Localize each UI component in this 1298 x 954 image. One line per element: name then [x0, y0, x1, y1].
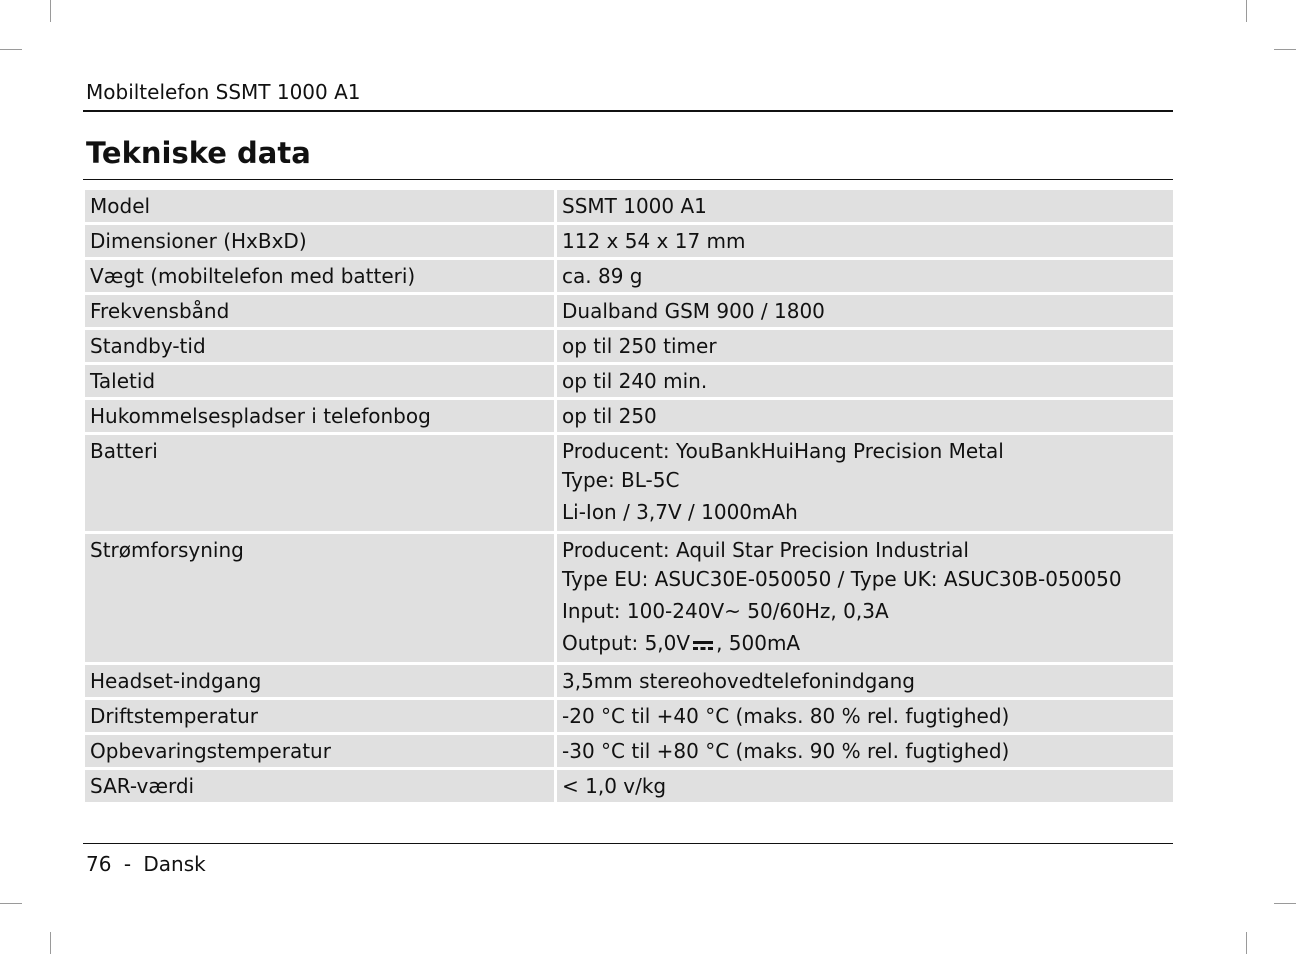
table-row: [85, 735, 1173, 767]
header-rule: [83, 110, 1173, 112]
spec-label: Model: [85, 190, 557, 222]
crop-mark: [1274, 49, 1296, 50]
table-row: [85, 665, 1173, 697]
spec-value-line: op til 250: [562, 404, 657, 428]
table-row: [85, 260, 1173, 292]
table-row: [85, 365, 1173, 397]
crop-mark: [1246, 932, 1247, 954]
dc-current-icon: [692, 639, 714, 651]
spec-value-line: 112 x 54 x 17 mm: [562, 229, 746, 253]
spec-value: [557, 400, 1173, 432]
spec-label: SAR-værdi: [85, 770, 557, 802]
crop-mark: [0, 49, 22, 50]
running-header: Mobiltelefon SSMT 1000 A1: [86, 80, 361, 104]
output-current: , 500mA: [716, 631, 801, 655]
footer-separator: -: [123, 852, 132, 876]
spec-value-line: SSMT 1000 A1: [562, 194, 707, 218]
spec-label: Strømforsyning: [85, 534, 557, 662]
spec-table: [85, 187, 1173, 805]
spec-label: Opbevaringstemperatur: [85, 735, 557, 767]
table-row: [85, 295, 1173, 327]
spec-value-line: Type EU: ASUC30E-050050 / Type UK: ASUC30B-050050: [562, 567, 1122, 591]
page-number: 76: [86, 852, 112, 876]
crop-mark: [50, 932, 51, 954]
spec-value-line: < 1,0 v/kg: [562, 774, 667, 798]
table-row: [85, 330, 1173, 362]
output-voltage: Output: 5,0V: [562, 631, 691, 655]
page-title: Tekniske data: [86, 136, 311, 170]
spec-value-line: op til 250 timer: [562, 334, 717, 358]
spec-value: [557, 435, 1173, 531]
spec-label: Vægt (mobiltelefon med batteri): [85, 260, 557, 292]
spec-label: Frekvensbånd: [85, 295, 557, 327]
spec-value: [557, 260, 1173, 292]
spec-value: [557, 770, 1173, 802]
table-row: [85, 225, 1173, 257]
spec-value: [557, 665, 1173, 697]
crop-mark: [50, 0, 51, 22]
spec-value: [557, 225, 1173, 257]
spec-value-line: Input: 100-240V~ 50/60Hz, 0,3A: [562, 599, 889, 623]
spec-label: Hukommelsespladser i telefonbog: [85, 400, 557, 432]
table-row: [85, 770, 1173, 802]
crop-mark: [1274, 903, 1296, 904]
spec-value-line: 3,5mm stereohovedtelefonindgang: [562, 669, 915, 693]
spec-value: [557, 365, 1173, 397]
spec-label: Headset-indgang: [85, 665, 557, 697]
table-row: [85, 400, 1173, 432]
spec-value-line: -30 °C til +80 °C (maks. 90 % rel. fugtighed): [562, 739, 1010, 763]
page-footer: [86, 852, 206, 876]
spec-value-line: Producent: Aquil Star Precision Industrial: [562, 538, 969, 562]
spec-value: [557, 295, 1173, 327]
table-row: [85, 435, 1173, 531]
spec-value: [557, 190, 1173, 222]
spec-label: Taletid: [85, 365, 557, 397]
spec-value: [557, 330, 1173, 362]
spec-value: [557, 700, 1173, 732]
footer-language: Dansk: [143, 852, 206, 876]
spec-value: [557, 735, 1173, 767]
spec-value-line: Dualband GSM 900 / 1800: [562, 299, 825, 323]
table-row: [85, 534, 1173, 662]
spec-value-line: ca. 89 g: [562, 264, 643, 288]
crop-mark: [1246, 0, 1247, 22]
crop-mark: [0, 903, 22, 904]
spec-value-line: Li-Ion / 3,7V / 1000mAh: [562, 500, 798, 524]
title-rule: [83, 179, 1173, 180]
spec-label: Driftstemperatur: [85, 700, 557, 732]
spec-value-line: Producent: YouBankHuiHang Precision Metal: [562, 439, 1004, 463]
spec-value: [557, 534, 1173, 662]
spec-label: Standby-tid: [85, 330, 557, 362]
spec-value-line: [562, 627, 1168, 659]
table-row: [85, 700, 1173, 732]
footer-rule: [83, 843, 1173, 844]
table-row: [85, 190, 1173, 222]
spec-value-line: op til 240 min.: [562, 369, 708, 393]
spec-label: Dimensioner (HxBxD): [85, 225, 557, 257]
spec-value-line: Type: BL-5C: [562, 468, 680, 492]
spec-value-line: -20 °C til +40 °C (maks. 80 % rel. fugtighed): [562, 704, 1010, 728]
spec-label: Batteri: [85, 435, 557, 531]
